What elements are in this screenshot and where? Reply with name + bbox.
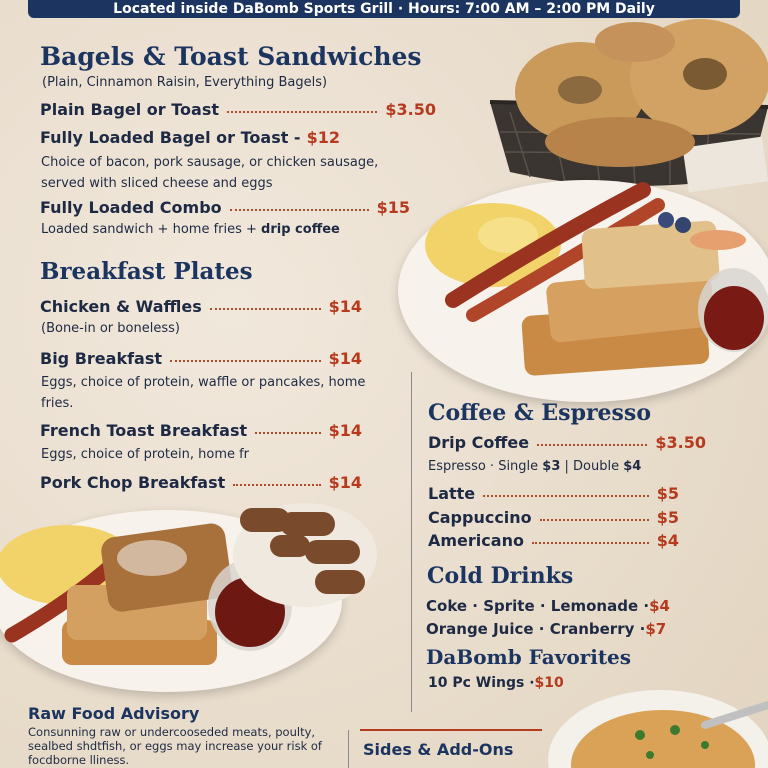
menu-item-big-breakfast: [40, 349, 362, 368]
menu-item-cappuccino: [428, 508, 679, 527]
advisory-title: Raw Food Advisory: [28, 704, 200, 723]
menu-item-drip-coffee: [428, 433, 706, 452]
item-description: Choice of bacon, pork sausage, or chicken sausage, served with sliced cheese and eggs: [41, 155, 379, 191]
advisory-divider: [348, 730, 349, 768]
cold-drinks-section-title: Cold Drinks: [427, 563, 574, 589]
item-name: Fully Loaded Combo: [40, 198, 222, 217]
breakfast-plate-food: [398, 180, 768, 402]
dotted-leader: [210, 308, 321, 310]
item-price: $3.50: [385, 100, 436, 119]
item-description: Eggs, choice of protein, home fr: [41, 447, 250, 462]
dotted-leader: [170, 360, 321, 362]
item-name: French Toast Breakfast: [40, 421, 248, 440]
dotted-leader: [537, 444, 647, 446]
item-price: $3.50: [655, 433, 706, 452]
menu-item-wings: 10 Pc Wings · $10: [428, 675, 564, 691]
dotted-leader: [230, 209, 369, 211]
advisory-text: Consunning raw or undercooseded meats, poulty, sealbed shdtfish, or eggs may increase your risk of focdborne lliness.: [28, 725, 322, 767]
item-price: $14: [328, 349, 362, 368]
menu-item-americano: [428, 531, 679, 550]
item-price: $14: [328, 297, 362, 316]
menu-item-fully-loaded-bagel: [40, 128, 340, 147]
item-price: $15: [376, 198, 410, 217]
item-name: Big Breakfast: [40, 349, 163, 368]
sides-accent-line: [360, 729, 542, 731]
menu-item-plain-bagel: [40, 100, 436, 119]
item-name: Cappuccino: [428, 508, 532, 527]
sides-section-title: Sides & Add-Ons: [363, 740, 514, 759]
item-description: (Bone-in or boneless): [41, 321, 180, 336]
cold-drinks-line-1: Coke · Sprite · Lemonade · $4: [426, 597, 670, 615]
item-price: $5: [656, 484, 679, 503]
breakfast-plate-image: [398, 180, 768, 402]
bagel-basket-image: [470, 12, 768, 202]
dotted-leader: [532, 542, 649, 544]
item-price: $5: [656, 508, 679, 527]
bagels-subtitle: (Plain, Cinnamon Raisin, Everything Bagels): [42, 75, 328, 90]
bagels-section-title: Bagels & Toast Sandwiches: [40, 42, 422, 71]
item-name: Chicken & Waffles: [40, 297, 202, 316]
item-price: $14: [328, 421, 362, 440]
item-price: $12: [306, 128, 340, 147]
cold-drinks-line-2: Orange Juice · Cranberry · $7: [426, 620, 667, 638]
item-name: Pork Chop Breakfast: [40, 473, 226, 492]
menu-item-fully-loaded-combo: [40, 198, 410, 217]
item-name: Latte: [428, 484, 476, 503]
item-name: Americano: [428, 531, 524, 550]
item-price: $14: [328, 473, 362, 492]
plates-section-title: Breakfast Plates: [40, 258, 253, 285]
item-name: Plain Bagel or Toast: [40, 100, 220, 119]
favorites-section-title: DaBomb Favorites: [426, 645, 632, 669]
dotted-leader: [483, 495, 649, 497]
column-divider: [411, 372, 412, 712]
item-price: $4: [656, 531, 679, 550]
item-name: Drip Coffee: [428, 433, 530, 452]
menu-item-latte: [428, 484, 679, 503]
espresso-line: Espresso · Single $3 | Double $4: [428, 459, 642, 474]
dotted-leader: [233, 484, 320, 486]
item-description: Eggs, choice of protein, waffle or pancakes, home fries.: [41, 375, 366, 411]
menu-item-french-toast-breakfast: [40, 421, 362, 440]
bowl-image: [545, 690, 768, 768]
sausage-image: [230, 500, 380, 610]
dotted-leader: [255, 432, 320, 434]
coffee-section-title: Coffee & Espresso: [428, 400, 651, 426]
item-description: Loaded sandwich + home fries + drip coffee: [41, 222, 340, 237]
dotted-leader: [227, 111, 377, 113]
menu-item-chicken-waffles: [40, 297, 362, 316]
header-info: Located inside DaBomb Sports Grill · Hours: 7:00 AM – 2:00 PM Daily: [113, 1, 655, 17]
item-name: Fully Loaded Bagel or Toast -: [40, 128, 301, 147]
menu-item-pork-chop-breakfast: [40, 473, 362, 492]
dotted-leader: [540, 519, 649, 521]
